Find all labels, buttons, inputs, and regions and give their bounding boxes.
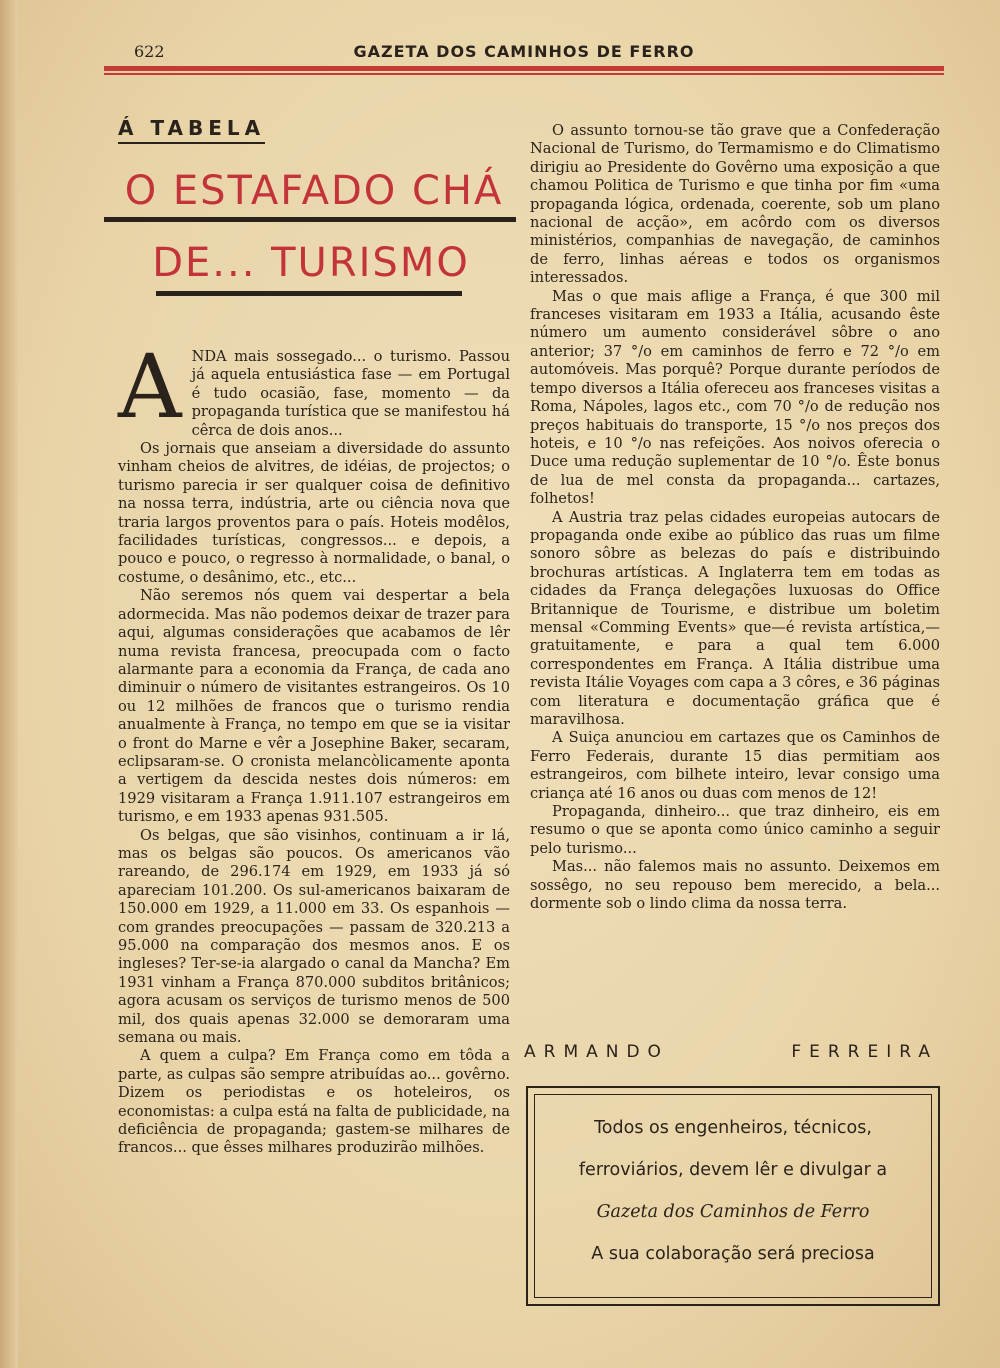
article-paragraph: Mas o que mais aflige a França, é que 300 mil franceses visitaram em 1933 a Itália, acusando êste número um aumento considerável sôbre o ano anterior; 37 °/o em caminhos de ferro e 72 °/o em automóveis. Mas porquê? Porque durante períodos de tempo diversos a Itália ofereceu aos franceses visitas a Roma, Nápoles, lagos etc., com 70 °/o de redução nos preços habituais do transporte, 15 °/o nos preços dos hoteis, e 10 °/o nas refeições. Aos noivos oferecia o Duce uma redução suplementar de 10 °/o. Êste bonus de lua de mel consta da propaganda... cartazes, folhetos! — [530, 287, 940, 508]
article-paragraph: Propaganda, dinheiro... que traz dinheiro, eis em resumo o que se aponta como único caminho a seguir pelo turismo... — [530, 803, 940, 857]
header-rule-thin — [104, 73, 944, 75]
article-body-right-column — [530, 122, 940, 913]
notice-line-3: Gazeta dos Caminhos de Ferro — [596, 1202, 870, 1222]
article-paragraph — [118, 335, 510, 440]
article-paragraph: Mas... não falemos mais no assunto. Deixemos em sossêgo, no seu repouso bem merecido, a bela... dormente sob o lindo clima da nossa terra. — [530, 858, 940, 913]
drop-cap: A — [118, 335, 182, 438]
notice-line-4: A sua colaboração será preciosa — [591, 1244, 875, 1264]
article-body-left-column — [118, 335, 510, 1158]
notice-line-2: ferroviários, devem lêr e divulgar a — [578, 1160, 888, 1180]
header-rule — [104, 66, 944, 71]
article-paragraph: Os belgas, que são visinhos, continuam a ir lá, mas os belgas são poucos. Os americanos vão rareando, de 296.174 em 1929, em 1933 já só apareciam 101.200. Os sul-americanos baixaram de 150.000 em 1929, a 11.000 em 33. Os espanhois — com grandes preocupações — passam de 320.213 a 95.000 na comparação dos mesmos anos. E os ingleses? Ter-se-ia alargado o canal da Mancha? Em 1931 vinham a França 870.000 subditos britânicos; agora acusam os serviços de turismo menos de 500 mil, dos quais apenas 32.000 se demoraram uma semana ou mais. — [118, 826, 510, 1047]
article-paragraph: A quem a culpa? Em França como em tôda a parte, as culpas são sempre atribuídas ao... govêrno. Dizem os periodistas e os hoteleiros, os economistas: a culpa está na falta de publicidade, na deficiência de propaganda; gastem-se milhares de francos... que êsses milhares produzirão milhões. — [118, 1047, 510, 1157]
article-paragraph: Os jornais que anseiam a diversidade do assunto vinham cheios de alvitres, de idéias, de projectos; o turismo parecia ir ser qualquer coisa de definitivo na nossa terra, indústria, arte ou ciência nova que traria largos proventos para o país. Hoteis modêlos, facilidades turísticas, congressos... e depois, a pouco e pouco, o regresso à normalidade, o banal, o costume, o desânimo, etc., etc... — [118, 440, 510, 586]
article-title-line1: O ESTAFADO CHÁ — [124, 168, 504, 214]
page-binding-edge — [0, 0, 18, 1368]
article-paragraph: A Austria traz pelas cidades europeias autocars de propaganda onde exibe ao público das ruas um filme sonoro sôbre as belezas do país e distribuindo brochuras artísticas. A Inglaterra tem em todas as cidades da França delegações luxuosas do Office Britannique de Tourisme, e distribue um boletim mensal «Comming Events» que—é revista artística,—gratuitamente, e para a qual tem 6.000 correspondentes em França. A Itália distribue uma revista Itálie Voyages com capa a 3 côres, e 36 páginas com literatura e documentação gráfica que é maravilhosa. — [530, 508, 940, 728]
article-paragraph: A Suiça anunciou em cartazes que os Caminhos de Ferro Federais, durante 15 dias permitiam aos estrangeiros, com bilhete inteiro, levar consigo uma criança até 16 anos ou duas com menos de 12! — [530, 729, 940, 802]
notice-box — [526, 1086, 940, 1306]
section-label: Á TABELA — [118, 116, 265, 144]
title-underline-1 — [104, 217, 516, 222]
article-paragraph: O assunto tornou-se tão grave que a Confederação Nacional de Turismo, do Termamismo e do Climatismo dirigiu ao Presidente do Govêrno uma exposição a que chamou Politica de Turismo e que tinha por fim «uma propaganda lógica, ordenada, coerente, sob um plano nacional de acção», em acôrdo com os diversos ministérios, companhias de navegação, de caminhos de ferro, linhas aéreas e todos os organismos interessados. — [530, 122, 940, 287]
article-title-line2: DE... TURISMO — [152, 240, 470, 286]
title-underline-2 — [156, 291, 462, 296]
notice-line-1: Todos os engenheiros, técnicos, — [594, 1118, 872, 1138]
author-byline — [524, 1042, 938, 1062]
page-number: 622 — [134, 42, 165, 61]
journal-title: GAZETA DOS CAMINHOS DE FERRO — [353, 42, 695, 61]
author-last-name: FERREIRA — [791, 1042, 938, 1062]
article-paragraph: Não seremos nós quem vai despertar a bela adormecida. Mas não podemos deixar de trazer para aqui, algumas considerações que acabamos de lêr numa revista francesa, preocupada com o facto alarmante para a economia da França, de cada ano diminuir o número de visitantes estrangeiros. Os 10 ou 12 milhões de francos que o turismo rendia anualmente à França, no tempo em que se ia visitar o front do Marne e vêr a Josephine Baker, secaram, eclipsaram-se. O cronista melancòlicamente aponta a vertigem da descida nestes dois números: em 1929 visitaram a França 1.911.107 estrangeiros em turismo, e em 1933 apenas 931.505. — [118, 587, 510, 826]
paragraph-text: NDA mais sossegado... o turismo. Passou já aquela entusiástica fase — em Portugal é tudo ocasião, fase, momento — da propaganda turística que se manifestou há cêrca de dois anos... — [191, 348, 510, 439]
author-first-name: ARMANDO — [524, 1042, 669, 1062]
page-header — [104, 40, 944, 66]
